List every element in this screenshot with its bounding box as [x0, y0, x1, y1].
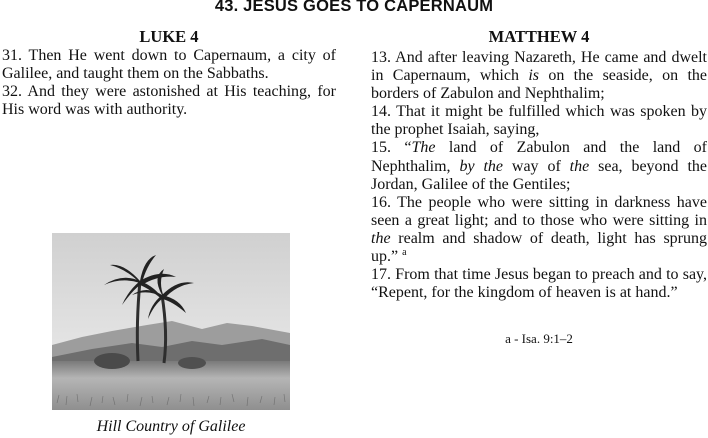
verse-matthew-4-17: 17. From that time Jesus began to preach and to say, “Repent, for the kingdom of heaven is at hand.” — [371, 266, 707, 302]
photo-caption: Hill Country of Galilee — [96, 418, 246, 435]
verse-matthew-4-14: 14. That it might be fulfilled which was spoken by the prophet Isaiah, saying, — [371, 103, 707, 139]
verse-luke-4-32: 32. And they were astonished at His teaching, for His word was with authority. — [2, 83, 336, 119]
photo-field — [52, 361, 290, 410]
verse-matthew-4-13: 13. And after leaving Nazareth, He came and dwelt in Capernaum, which is on the seaside, on the borders of Zabulon and Nephthalim; — [371, 49, 708, 103]
right-column-heading: MATTHEW 4 — [488, 27, 590, 46]
page-title: 43. JESUS GOES TO CAPERNAUM — [214, 0, 494, 15]
verse-matthew-4-15: 15. “The land of Zabulon and the land of Nephthalim, by the way of the sea, beyond the Jordan, Galilee of the Gentiles; — [371, 139, 707, 193]
footnote: a - Isa. 9:1–2 — [505, 331, 573, 346]
left-column-heading: LUKE 4 — [139, 27, 199, 46]
matthew-column — [371, 49, 707, 302]
verse-matthew-4-16: 16. The people who were sitting in darkness have seen a great light; and to those who were sitting in the realm and shadow of death, light has sprung up.” $^a$ — [371, 193, 707, 266]
galilee-landscape-image — [52, 233, 290, 410]
footnote-marker: a — [402, 247, 407, 259]
galilee-photo — [52, 233, 290, 410]
luke-column — [2, 47, 336, 119]
verse-luke-4-31: 31. Then He went down to Capernaum, a city of Galilee, and taught them on the Sabbaths. — [2, 47, 336, 83]
photo-bush — [94, 353, 130, 369]
photo-bush — [178, 357, 206, 369]
